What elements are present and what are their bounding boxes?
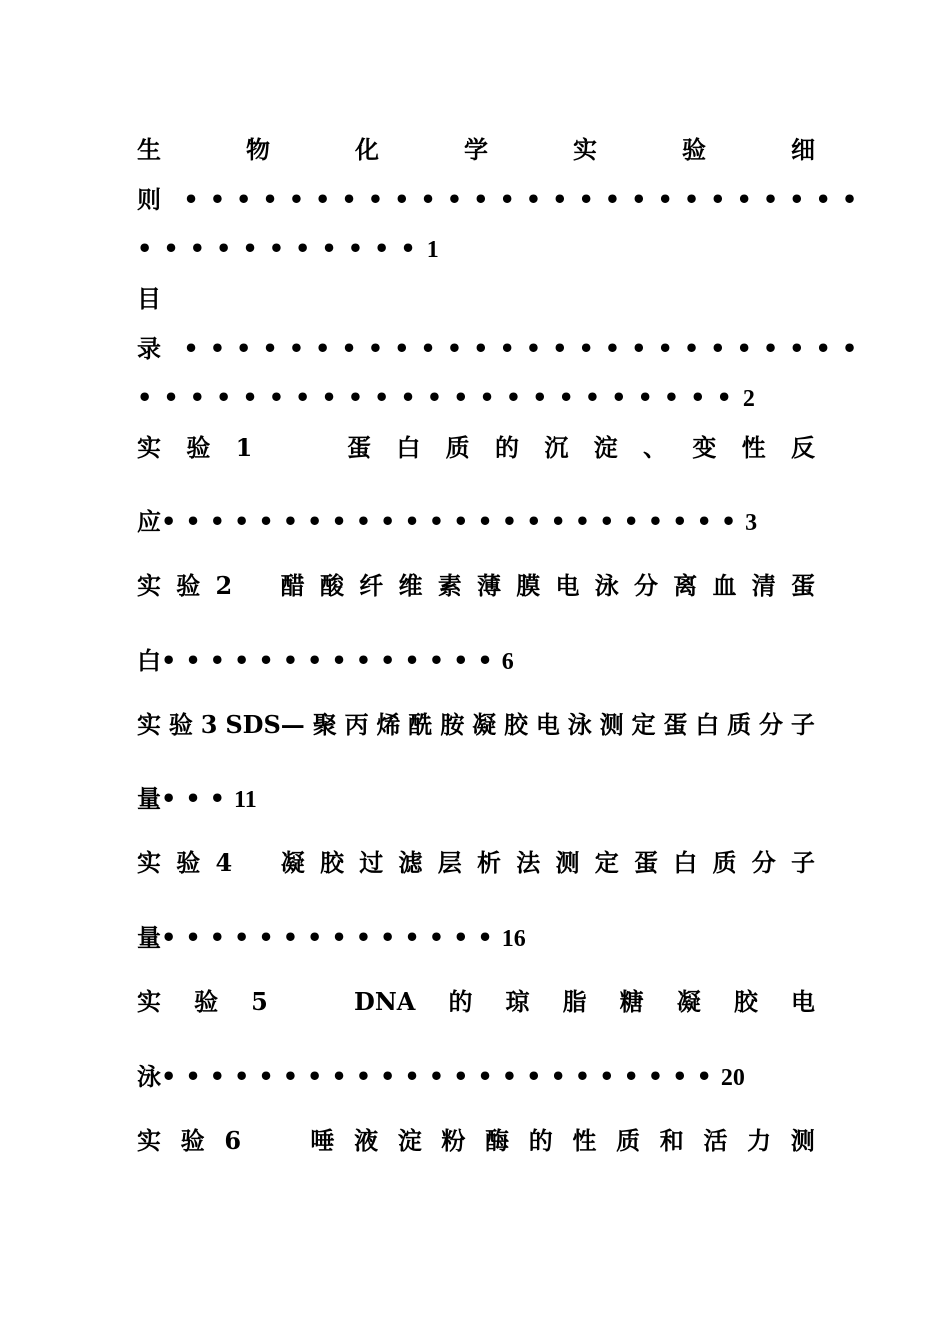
toc-entry-7-page-line bbox=[137, 1060, 815, 1094]
toc-entry-4-title-line bbox=[137, 569, 815, 603]
title-char: 验 bbox=[176, 571, 201, 600]
toc-entry-7-title-line bbox=[137, 985, 815, 1019]
title-char: 变 bbox=[692, 433, 717, 462]
leader-dots: •••••••••••••• bbox=[161, 923, 502, 952]
title-char: 验 bbox=[194, 987, 219, 1016]
title-char: 物 bbox=[246, 135, 270, 164]
title-char: 血 bbox=[712, 571, 737, 600]
title-char: 实 bbox=[137, 987, 161, 1016]
title-char: 法 bbox=[516, 848, 541, 877]
title-char: 的 bbox=[495, 433, 519, 462]
title-char: 泳 bbox=[567, 710, 592, 739]
title-gap bbox=[278, 431, 322, 465]
title-gap bbox=[247, 569, 265, 603]
title-char: 4 bbox=[215, 848, 233, 877]
leader-dots: ••••••••••••••••••••••• bbox=[137, 383, 743, 412]
toc-entry-1-page-line bbox=[137, 232, 815, 266]
title-char: 测 bbox=[790, 1126, 815, 1155]
toc-entry-8-title-line bbox=[137, 1124, 815, 1158]
title-char: 膜 bbox=[516, 571, 541, 600]
title-char: 维 bbox=[398, 571, 423, 600]
title-char: 定 bbox=[631, 710, 656, 739]
title-wrap-char: 量 bbox=[137, 784, 161, 813]
title-char: 质 bbox=[445, 433, 470, 462]
title-char: 电 bbox=[535, 710, 560, 739]
title-char: 电 bbox=[790, 987, 815, 1016]
title-char: 唾 bbox=[310, 1126, 335, 1155]
title-char: DNA bbox=[354, 987, 416, 1016]
title-char: 清 bbox=[751, 571, 776, 600]
title-char: 性 bbox=[572, 1126, 597, 1155]
title-char: 淀 bbox=[397, 1126, 422, 1155]
title-char: 琼 bbox=[505, 987, 530, 1016]
title-char: 泳 bbox=[594, 571, 619, 600]
title-char: 蛋 bbox=[633, 848, 658, 877]
title-char: SDS— bbox=[225, 710, 305, 739]
toc-entry-3-title-line bbox=[137, 431, 815, 465]
title-char: 2 bbox=[215, 571, 233, 600]
title-char: 实 bbox=[573, 135, 597, 164]
page-number: 3 bbox=[745, 510, 758, 536]
title-char: 聚 bbox=[312, 710, 337, 739]
title-char: 白 bbox=[396, 433, 421, 462]
toc-entry-2-wrap-line bbox=[137, 332, 869, 366]
title-char: 丙 bbox=[344, 710, 369, 739]
title-char: 6 bbox=[224, 1126, 242, 1155]
title-char: 力 bbox=[747, 1126, 772, 1155]
title-char: 验 bbox=[168, 710, 193, 739]
title-char: 3 bbox=[200, 710, 218, 739]
title-char: 蛋 bbox=[790, 571, 815, 600]
title-char: 实 bbox=[137, 571, 161, 600]
title-char: 分 bbox=[758, 710, 783, 739]
title-char: 1 bbox=[235, 433, 253, 462]
title-char: 实 bbox=[137, 710, 161, 739]
toc-entry-6-page-line bbox=[137, 921, 815, 955]
page-number: 6 bbox=[501, 649, 514, 675]
title-char: 糖 bbox=[619, 987, 644, 1016]
toc-entry-5-title-line bbox=[137, 708, 815, 742]
title-char: 子 bbox=[790, 848, 815, 877]
title-char: 烯 bbox=[376, 710, 401, 739]
title-char: 粉 bbox=[441, 1126, 466, 1155]
title-char: 离 bbox=[673, 571, 698, 600]
page-number: 11 bbox=[234, 787, 257, 813]
title-char: 质 bbox=[727, 710, 752, 739]
title-char: 子 bbox=[790, 710, 815, 739]
title-wrap-char: 录 bbox=[137, 334, 161, 363]
title-char: 细 bbox=[791, 135, 815, 164]
title-char: 薄 bbox=[476, 571, 501, 600]
title-char: 素 bbox=[437, 571, 462, 600]
title-char: 生 bbox=[137, 135, 161, 164]
title-char: 白 bbox=[695, 710, 720, 739]
title-char: 过 bbox=[359, 848, 384, 877]
title-wrap-char: 泳 bbox=[137, 1062, 161, 1091]
toc-entry-1-wrap-line bbox=[137, 183, 869, 217]
toc-entry-2-title-line bbox=[137, 282, 815, 316]
title-char: 蛋 bbox=[663, 710, 688, 739]
title-char: 验 bbox=[176, 848, 201, 877]
title-char: 脂 bbox=[562, 987, 587, 1016]
title-char: 白 bbox=[673, 848, 698, 877]
title-char: 层 bbox=[437, 848, 462, 877]
page-number: 1 bbox=[426, 237, 439, 263]
title-gap bbox=[301, 985, 321, 1019]
title-char: 酸 bbox=[319, 571, 344, 600]
title-char: 滤 bbox=[398, 848, 423, 877]
title-wrap-char: 应 bbox=[137, 507, 161, 536]
title-char: 的 bbox=[448, 987, 473, 1016]
title-char: 的 bbox=[528, 1126, 553, 1155]
title-char: 淀 bbox=[593, 433, 618, 462]
title-char: 质 bbox=[616, 1126, 641, 1155]
toc-entry-1-title-line bbox=[137, 133, 815, 167]
title-char: 化 bbox=[355, 135, 379, 164]
leader-dots: ••••••••••• bbox=[137, 234, 427, 263]
title-char: 胶 bbox=[503, 710, 528, 739]
leader-dots: •••••••••••••••••••••••• bbox=[161, 507, 746, 536]
title-char: 验 bbox=[186, 433, 211, 462]
leader-dots: •••••••••••••••••••••••••• bbox=[183, 185, 869, 214]
title-char: 验 bbox=[682, 135, 706, 164]
title-char: 测 bbox=[599, 710, 624, 739]
toc-entry-6-title-line bbox=[137, 846, 815, 880]
title-char: 性 bbox=[741, 433, 766, 462]
title-char: 目 bbox=[137, 284, 161, 313]
title-char: 测 bbox=[555, 848, 580, 877]
title-char: 蛋 bbox=[347, 433, 372, 462]
title-char: 凝 bbox=[676, 987, 701, 1016]
toc-entry-5-page-line bbox=[137, 782, 815, 816]
title-char: 5 bbox=[251, 987, 268, 1016]
title-char: 纤 bbox=[359, 571, 384, 600]
page-number: 16 bbox=[501, 926, 526, 952]
title-char: 反 bbox=[790, 433, 815, 462]
title-gap bbox=[261, 1124, 291, 1158]
title-char: 、 bbox=[642, 433, 667, 462]
leader-dots: •••••••••••••••••••••••••• bbox=[183, 334, 869, 363]
toc-entry-3-page-line bbox=[137, 505, 815, 539]
title-char: 实 bbox=[137, 1126, 161, 1155]
title-char: 胶 bbox=[319, 848, 344, 877]
title-char: 沉 bbox=[544, 433, 569, 462]
title-char: 凝 bbox=[472, 710, 497, 739]
title-wrap-char: 则 bbox=[137, 185, 161, 214]
title-char: 酶 bbox=[485, 1126, 510, 1155]
toc-entry-4-page-line bbox=[137, 644, 815, 678]
title-char: 凝 bbox=[280, 848, 305, 877]
title-char: 分 bbox=[751, 848, 776, 877]
title-char: 定 bbox=[594, 848, 619, 877]
title-wrap-char: 白 bbox=[137, 646, 161, 675]
title-char: 质 bbox=[712, 848, 737, 877]
leader-dots: ••••••••••••••••••••••• bbox=[161, 1062, 721, 1091]
page-number: 20 bbox=[720, 1065, 745, 1091]
title-char: 液 bbox=[354, 1126, 379, 1155]
title-char: 学 bbox=[464, 135, 488, 164]
title-char: 分 bbox=[633, 571, 658, 600]
title-char: 胶 bbox=[733, 987, 758, 1016]
leader-dots: •••••••••••••• bbox=[161, 646, 502, 675]
title-char: 实 bbox=[137, 433, 161, 462]
title-gap bbox=[247, 846, 265, 880]
leader-dots: ••• bbox=[161, 784, 235, 813]
title-char: 电 bbox=[555, 571, 580, 600]
title-char: 和 bbox=[659, 1126, 684, 1155]
title-char: 醋 bbox=[280, 571, 305, 600]
toc-entry-2-page-line bbox=[137, 381, 815, 415]
title-char: 实 bbox=[137, 848, 161, 877]
title-char: 验 bbox=[180, 1126, 205, 1155]
title-char: 胺 bbox=[440, 710, 465, 739]
title-wrap-char: 量 bbox=[137, 923, 161, 952]
title-char: 酰 bbox=[408, 710, 433, 739]
title-char: 析 bbox=[476, 848, 501, 877]
title-char: 活 bbox=[703, 1126, 728, 1155]
page-number: 2 bbox=[742, 386, 755, 412]
